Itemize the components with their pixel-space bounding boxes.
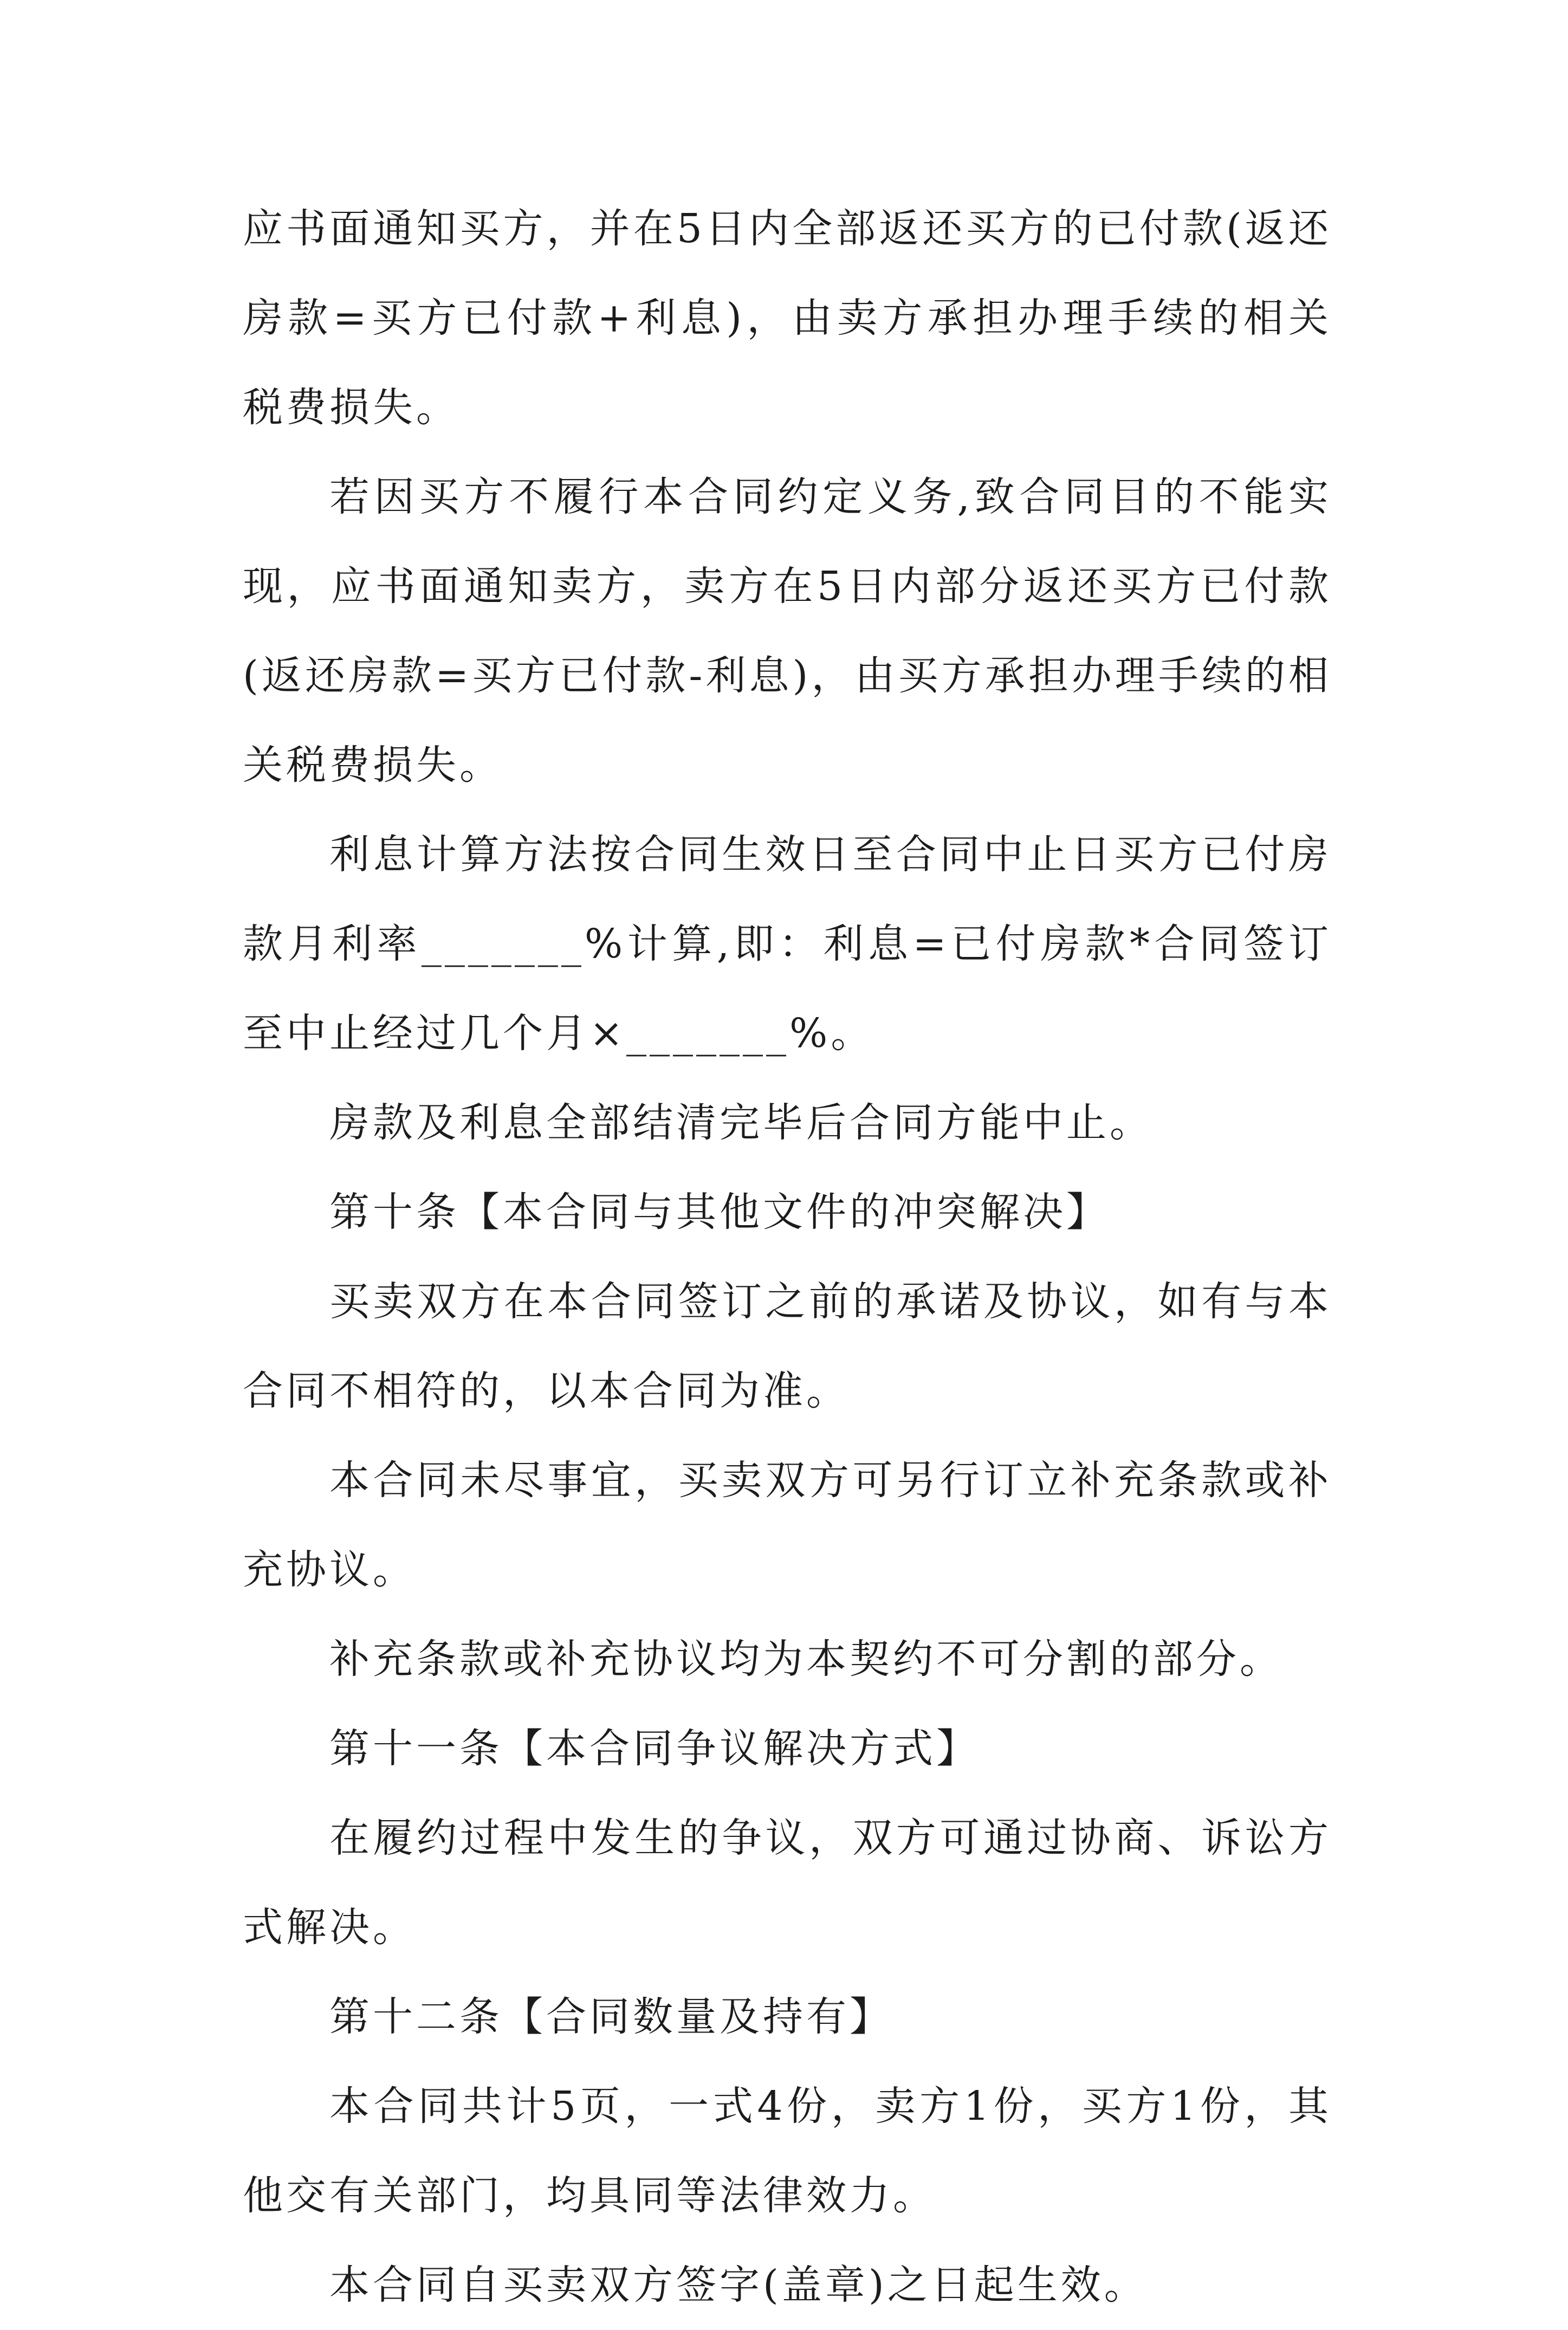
paragraph-settlement-termination: 房款及利息全部结清完毕后合同方能中止。 [329,1099,1153,1146]
paragraph-prior-agreements: 买卖双方在本合同签订之前的承诺及协议，如有与本合同不相符的，以本合同为准。 [243,1278,1332,1414]
paragraph-copies: 本合同共计5页，一式4份，卖方1份，买方1份，其他交有关部门，均具同等法律效力。 [243,2083,1332,2219]
article-10-heading: 第十条【本合同与其他文件的冲突解决】 [329,1189,1110,1235]
article-11-heading: 第十一条【本合同争议解决方式】 [329,1725,980,1772]
paragraph-interest-calculation: 利息计算方法按合同生效日至合同中止日买方已付房款月利率_______%计算,即：利息=已付房款*合同签订至中止经过几个月×_______%。 [243,831,1332,1057]
paragraph-effective-date: 本合同自买卖双方签字(盖章)之日起生效。 [329,2262,1148,2308]
article-12-heading: 第十二条【合同数量及持有】 [329,1994,893,2040]
paragraph-supplementary-integral: 补充条款或补充协议均为本契约不可分割的部分。 [329,1636,1283,1682]
paragraph-supplementary-terms: 本合同未尽事宜，买卖双方可另行订立补充条款或补充协议。 [243,1457,1332,1593]
paragraph-refund-seller-default: 应书面通知买方，并在5日内全部返还买方的已付款(返还房款=买方已付款+利息)，由卖方承担办理手续的相关税费损失。 [243,205,1332,431]
paragraph-refund-buyer-default: 若因买方不履行本合同约定义务,致合同目的不能实现，应书面通知卖方，卖方在5日内部分返还买方已付款(返还房款=买方已付款-利息)，由买方承担办理手续的相关税费损失。 [243,474,1332,788]
paragraph-dispute-resolution: 在履约过程中发生的争议，双方可通过协商、诉讼方式解决。 [243,1815,1332,1951]
contract-body [243,184,1332,2330]
